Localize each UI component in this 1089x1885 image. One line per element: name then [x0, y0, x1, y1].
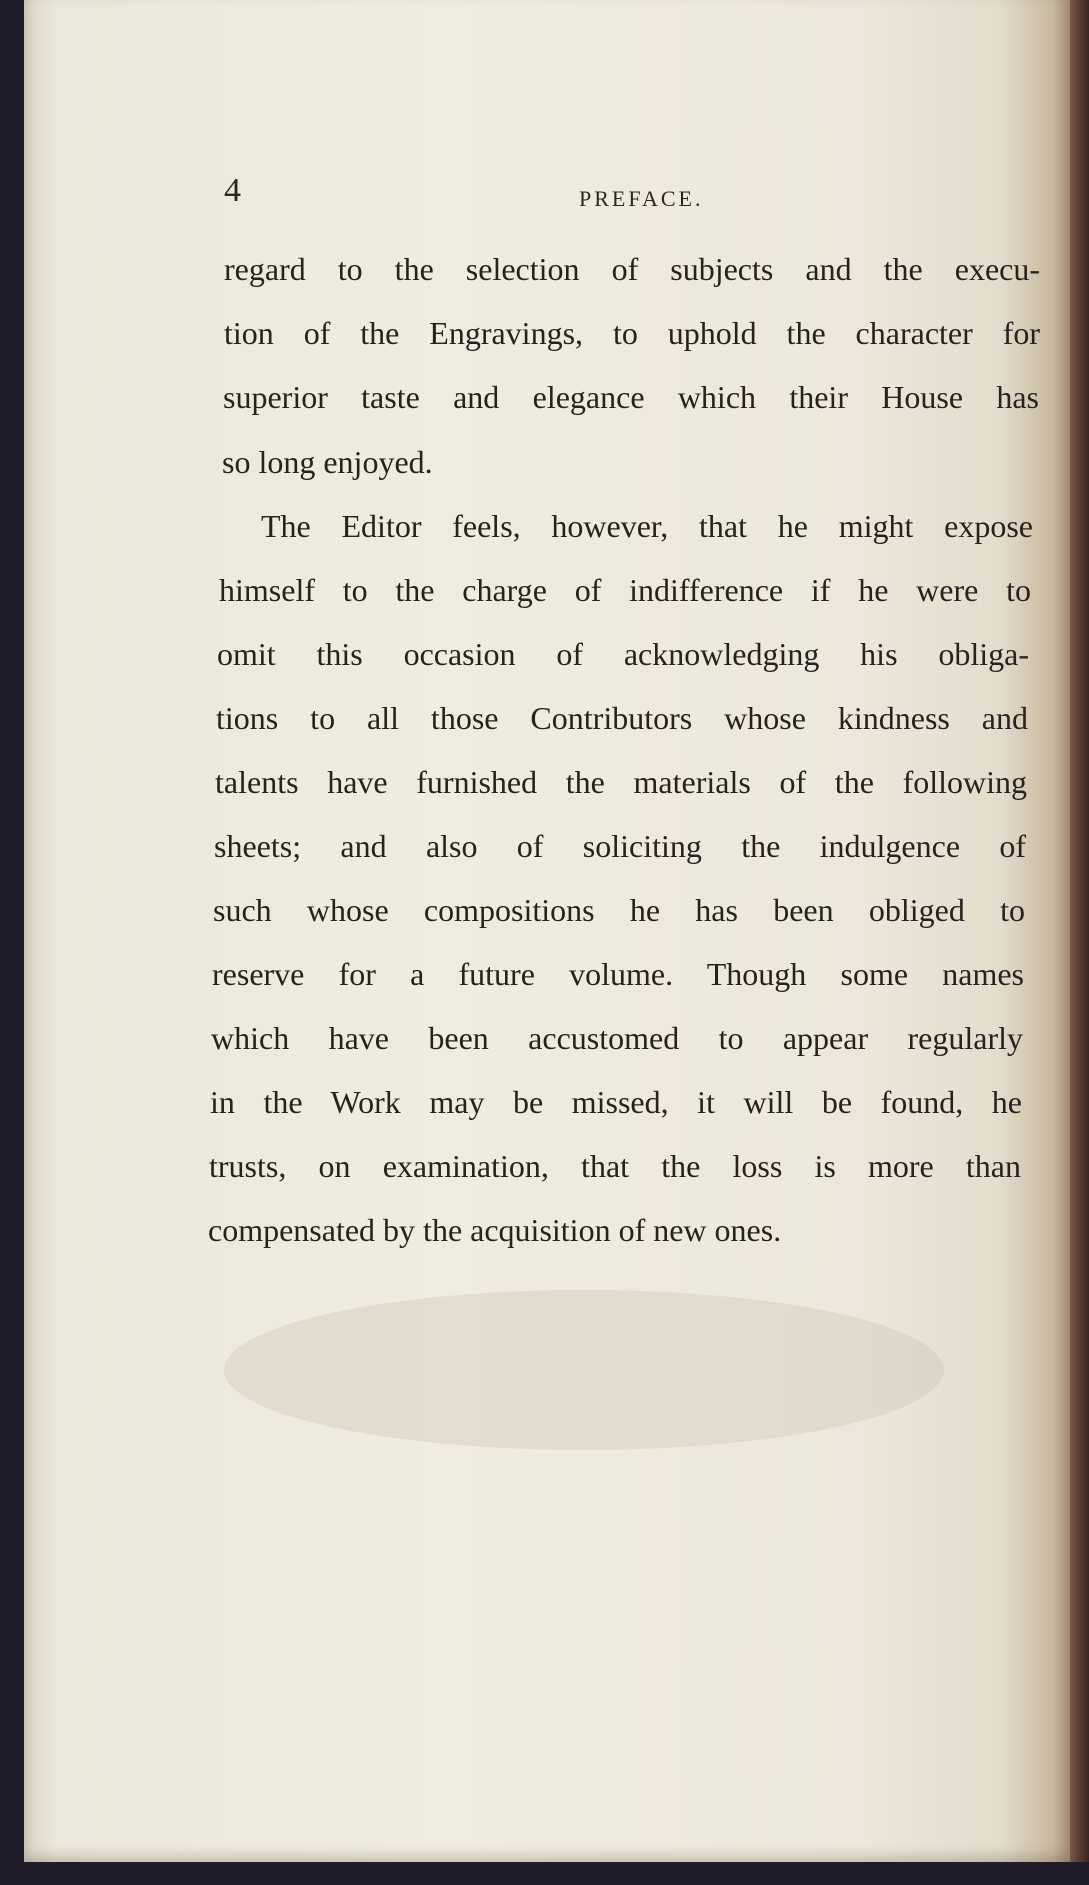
text-line: reserve for a future volume. Though some names [212, 956, 1024, 992]
book-page [24, 0, 1073, 1862]
text-line: tion of the Engravings, to uphold the character for [224, 315, 1040, 351]
show-through-shadow [224, 1290, 944, 1450]
text-line: such whose compositions he has been obliged to [213, 892, 1025, 928]
text-line: sheets; and also of soliciting the indulgence of [214, 828, 1026, 864]
text-line: omit this occasion of acknowledging his obliga- [217, 636, 1029, 672]
page-edge-bottom [0, 1862, 1089, 1885]
text-line: trusts, on examination, that the loss is more than [209, 1148, 1021, 1184]
page-number: 4 [224, 172, 241, 209]
text-line: talents have furnished the materials of the following [215, 764, 1027, 800]
text-line: compensated by the acquisition of new ones. [208, 1212, 782, 1248]
text-line: himself to the charge of indifference if he were to [219, 572, 1031, 608]
text-line: tions to all those Contributors whose kindness and [216, 700, 1028, 736]
text-line: so long enjoyed. [222, 444, 433, 480]
text-line: in the Work may be missed, it will be found, he [210, 1084, 1022, 1120]
text-line: which have been accustomed to appear regularly [211, 1020, 1023, 1056]
page-header [24, 172, 1073, 216]
text-line: superior taste and elegance which their House has [223, 379, 1039, 415]
text-line: regard to the selection of subjects and the execu- [224, 251, 1040, 287]
paragraph-first-line: The Editor feels, however, that he might expose [261, 508, 1033, 544]
page-edge-right [1070, 0, 1089, 1885]
running-head: PREFACE. [579, 186, 704, 211]
